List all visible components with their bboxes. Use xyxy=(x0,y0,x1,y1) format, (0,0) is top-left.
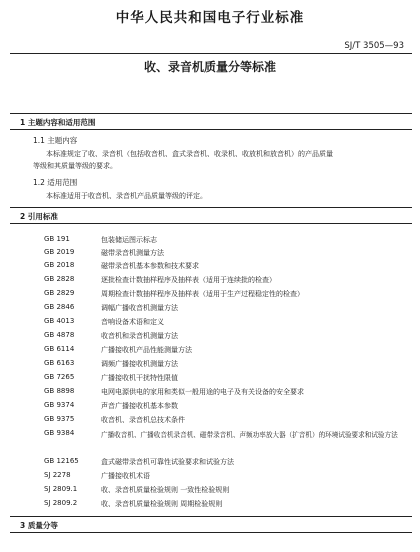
reference-title: 收、录音机质量检验规则 周期检验规则 xyxy=(101,500,223,508)
reference-code: GB 6163 xyxy=(44,359,75,367)
reference-title: 磁带录音机测量方法 xyxy=(101,249,164,257)
reference-code: GB 2846 xyxy=(44,303,75,311)
reference-code: GB 9374 xyxy=(44,401,75,409)
reference-title: 逐批检查计数抽样程序及抽样表（适用于连续批的检查） xyxy=(101,276,276,284)
reference-code: GB 7265 xyxy=(44,373,75,381)
reference-title: 声音广播接收机基本参数 xyxy=(101,402,178,410)
reference-title: 广播接收机干扰特性限值 xyxy=(101,374,178,382)
document-title: 收、录音机质量分等标准 xyxy=(143,60,276,74)
section-1-heading: 1 主题内容和适用范围 xyxy=(20,118,96,127)
subsection-1-1-text-line-2: 等级和其质量等级的要求。 xyxy=(33,162,117,170)
reference-code: GB 2829 xyxy=(44,289,75,297)
subsection-1-1-text-line-1: 本标准规定了收、录音机（包括收音机、盒式录音机、收录机、收放机和放音机）的产品质量 xyxy=(46,150,333,158)
reference-code: SJ 2809.1 xyxy=(44,485,78,493)
reference-title: 调频广播接收机测量方法 xyxy=(101,360,178,368)
standard-number: SJ/T 3505—93 xyxy=(344,41,404,51)
reference-code: GB 8898 xyxy=(44,387,75,395)
reference-code: SJ 2809.2 xyxy=(44,499,78,507)
reference-code: GB 9375 xyxy=(44,415,75,423)
section-3-top-rule xyxy=(10,516,412,517)
reference-title: 包装储运图示标志 xyxy=(101,236,157,244)
reference-code: GB 2019 xyxy=(44,248,75,256)
reference-title: 广播接收机术语 xyxy=(101,472,150,480)
reference-title: 收音机、录音机总技术条件 xyxy=(101,416,185,424)
reference-title: 广播接收机产品性能测量方法 xyxy=(101,346,192,354)
reference-title: 收、录音机质量检验规则 一致性检验规则 xyxy=(101,486,230,494)
section-2-bottom-rule xyxy=(10,223,412,224)
reference-code: GB 6114 xyxy=(44,345,75,353)
section-3-heading: 3 质量分等 xyxy=(20,521,58,530)
reference-code: GB 12165 xyxy=(44,457,79,465)
reference-code: GB 191 xyxy=(44,235,70,243)
header-rule xyxy=(10,53,412,54)
reference-title: 磁带录音机基本参数和技术要求 xyxy=(101,262,199,270)
reference-title: 盒式磁带录音机可靠性试验要求和试验方法 xyxy=(101,458,234,466)
subsection-1-1-heading: 1.1 主题内容 xyxy=(33,136,78,145)
reference-code: GB 2018 xyxy=(44,261,75,269)
section-1-bottom-rule xyxy=(10,129,412,130)
reference-code: SJ 2278 xyxy=(44,471,71,479)
reference-title: 收音机和录音机测量方法 xyxy=(101,332,178,340)
section-2-top-rule xyxy=(10,207,412,208)
reference-title: 电网电源供电的家用和类似一般用途的电子及有关设备的安全要求 xyxy=(101,388,304,396)
reference-code: GB 9384 xyxy=(44,429,75,437)
reference-title: 音响设备术语和定义 xyxy=(101,318,164,326)
standard-category-title: 中华人民共和国电子行业标准 xyxy=(115,10,305,26)
reference-code: GB 4878 xyxy=(44,331,75,339)
reference-title: 周期检查计数抽样程序及抽样表（适用于生产过程稳定性的检查） xyxy=(101,290,304,298)
reference-code: GB 2828 xyxy=(44,275,75,283)
reference-code: GB 4013 xyxy=(44,317,75,325)
reference-title: 调幅广播收音机测量方法 xyxy=(101,304,178,312)
subsection-1-2-heading: 1.2 适用范围 xyxy=(33,178,78,187)
section-3-bottom-rule xyxy=(10,532,412,533)
subsection-1-2-text: 本标准适用于收音机、录音机产品质量等级的评定。 xyxy=(46,192,207,200)
section-1-top-rule xyxy=(10,113,412,114)
section-2-heading: 2 引用标准 xyxy=(20,212,58,221)
reference-title: 广播收音机、广播收音机录音机、磁带录音机、声频功率放大器（扩音机）的环境试验要求和试验方法 xyxy=(101,431,398,439)
